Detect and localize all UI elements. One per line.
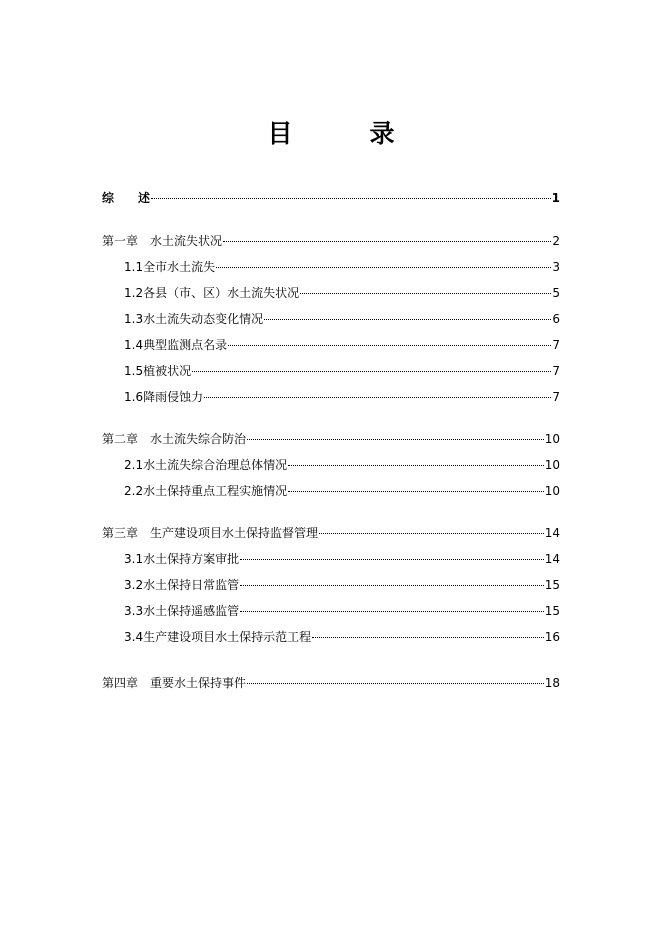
dot-leader [204,397,551,398]
toc-entry-page: 16 [544,630,560,644]
toc-entry-label: 3.4生产建设项目水土保持示范工程 [124,630,312,644]
toc-entry-page: 2 [552,234,560,248]
toc-entry-label: 1.3水土流失动态变化情况 [124,312,264,326]
toc-entry-section-3-1[interactable] [124,551,560,567]
toc-entry-page: 15 [544,604,560,618]
toc-entry-overview[interactable] [102,190,560,206]
toc-entry-section-3-4[interactable] [124,629,560,645]
toc-entry-label: 2.2水土保持重点工程实施情况 [124,484,288,498]
toc-entry-page: 14 [544,552,560,566]
toc-entry-section-2-1[interactable] [124,457,560,473]
toc-entry-label: 2.1水土流失综合治理总体情况 [124,458,288,472]
dot-leader [312,637,544,638]
toc-entry-label: 第一章 水土流失状况 [102,234,223,248]
toc-entry-label: 1.4典型监测点名录 [124,338,228,352]
dot-leader [223,241,551,242]
toc-entry-page: 1 [551,191,560,205]
toc-entry-label: 1.2各县（市、区）水土流失状况 [124,286,300,300]
toc-entry-label: 3.3水土保持遥感监管 [124,604,240,618]
toc-entry-page: 15 [544,578,560,592]
toc-entry-section-3-2[interactable] [124,577,560,593]
toc-entry-section-1-1[interactable] [124,259,560,275]
toc-entry-chapter-1[interactable] [102,233,560,249]
dot-leader [288,465,544,466]
toc-entry-label: 1.6降雨侵蚀力 [124,390,204,404]
toc-entry-label: 第二章 水土流失综合防治 [102,432,247,446]
toc-entry-page: 10 [544,458,560,472]
dot-leader [240,559,544,560]
toc-entry-page: 10 [544,432,560,446]
toc-entry-page: 5 [552,286,560,300]
toc-entry-chapter-3[interactable] [102,525,560,541]
toc-entry-chapter-2[interactable] [102,431,560,447]
toc-entry-label: 第四章 重要水土保持事件 [102,676,247,690]
toc-entry-section-2-2[interactable] [124,483,560,499]
toc-entry-section-1-6[interactable] [124,389,560,405]
dot-leader [240,611,544,612]
toc-entry-label: 3.1水土保持方案审批 [124,552,240,566]
dot-leader [247,683,544,684]
dot-leader [151,198,551,199]
dot-leader [264,319,551,320]
dot-leader [216,267,551,268]
toc-entry-section-1-2[interactable] [124,285,560,301]
toc-entry-section-1-5[interactable] [124,363,560,379]
toc-entry-section-1-4[interactable] [124,337,560,353]
toc-entry-label: 第三章 生产建设项目水土保持监督管理 [102,526,319,540]
toc-entry-page: 14 [544,526,560,540]
dot-leader [288,491,544,492]
toc-entry-page: 10 [544,484,560,498]
toc-entry-page: 6 [552,312,560,326]
toc-entry-page: 7 [552,390,560,404]
toc-entry-label: 1.1全市水土流失 [124,260,216,274]
toc-entry-page: 18 [544,676,560,690]
toc-entry-section-3-3[interactable] [124,603,560,619]
dot-leader [240,585,544,586]
dot-leader [300,293,551,294]
toc-entry-page: 7 [552,364,560,378]
toc-entry-label: 1.5植被状况 [124,364,192,378]
toc-entry-section-1-3[interactable] [124,311,560,327]
toc-entry-label: 3.2水土保持日常监管 [124,578,240,592]
dot-leader [228,345,551,346]
dot-leader [192,371,551,372]
dot-leader [319,533,544,534]
page-title: 目 录 [267,119,421,148]
toc-entry-page: 7 [552,338,560,352]
toc-entry-label: 综 述 [102,191,151,205]
toc-entry-page: 3 [552,260,560,274]
toc-entry-chapter-4[interactable] [102,675,560,691]
dot-leader [247,439,544,440]
